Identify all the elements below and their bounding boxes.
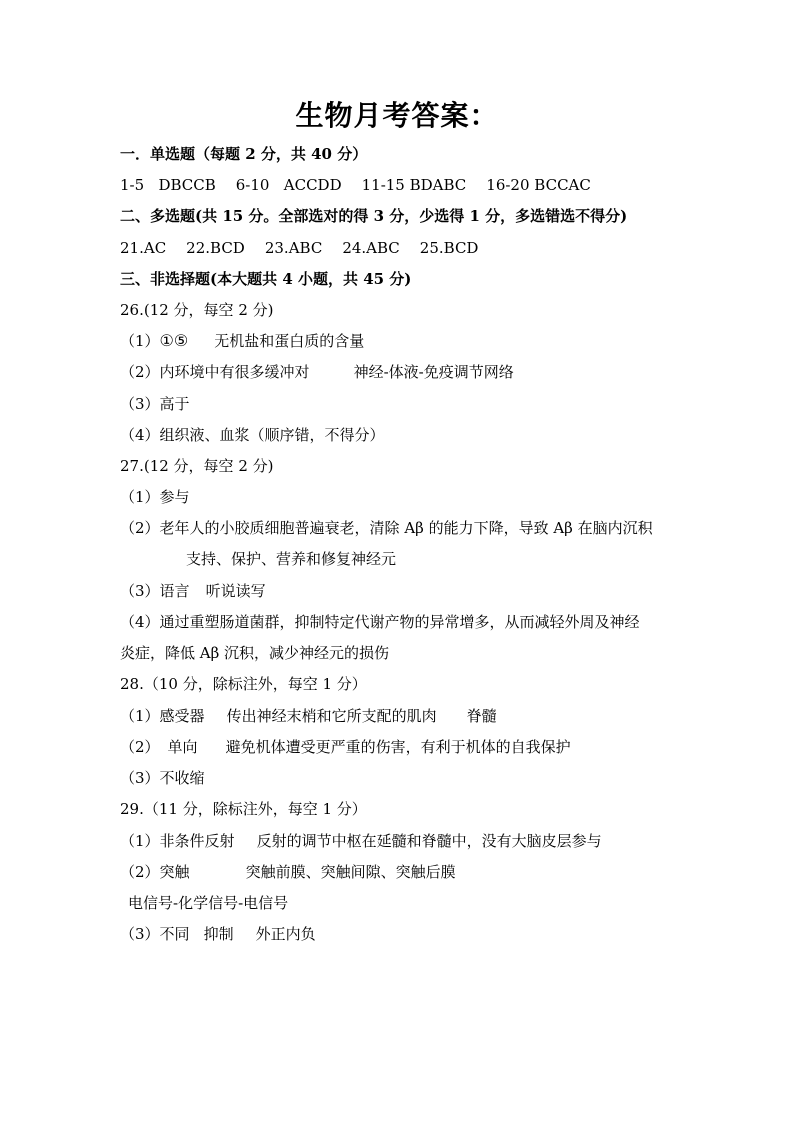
answer-number: （2）	[120, 863, 160, 881]
answer-text: 突触	[159, 863, 190, 881]
answer-text: 语言	[159, 582, 190, 600]
answer-group: 24.ABC	[342, 239, 400, 257]
answer-number: （3）	[120, 582, 160, 600]
answer-text: 非条件反射	[159, 832, 235, 850]
q29-answer-3	[120, 923, 316, 945]
q27-answer-2-line-2: 支持、保护、营养和修复神经元	[186, 550, 397, 568]
q27-answer-1: （1）参与	[120, 488, 190, 506]
answer-text: 感受器	[159, 707, 205, 725]
answer-text: 单向	[167, 738, 198, 756]
answer-text: 抑制	[203, 925, 234, 943]
answer-text: 外正内负	[255, 925, 316, 943]
q28-answer-3: （3）不收缩	[120, 769, 205, 787]
q29-answer-2-line-2: 电信号-化学信号-电信号	[128, 894, 289, 912]
q26-answer-3: （3）高于	[120, 395, 190, 413]
q29-header: 29.（11 分，除标注外，每空 1 分）	[120, 800, 367, 818]
answer-number: （3）	[120, 925, 160, 943]
answer-text: 反射的调节中枢在延髓和脊髓中，没有大脑皮层参与	[256, 832, 602, 850]
answer-text: 无机盐和蛋白质的含量	[214, 332, 365, 350]
answer-group: 11-15 BDABC	[361, 176, 467, 194]
answer-number: （1）	[120, 332, 160, 350]
answer-group: 22.BCD	[186, 239, 245, 257]
q27-answer-2-line-1: （2）老年人的小胶质细胞普遍衰老，清除 Aβ 的能力下降，导致 Aβ 在脑内沉积	[120, 519, 653, 537]
answer-text: ①⑤	[159, 331, 189, 350]
q27-header: 27.(12 分，每空 2 分)	[120, 457, 274, 475]
answer-text: 突触前膜、突触间隙、突触后膜	[245, 863, 456, 881]
answer-number: （2）	[120, 363, 160, 381]
q26-header: 26.(12 分，每空 2 分)	[120, 301, 274, 319]
section-2-answers	[120, 237, 478, 259]
section-1-heading: 一．单选题（每题 2 分，共 40 分）	[120, 145, 368, 163]
answer-number: （2）	[120, 738, 160, 756]
answer-text: 脊髓	[466, 707, 497, 725]
answer-text: 避免机体遭受更严重的伤害，有利于机体的自我保护	[225, 738, 571, 756]
page-title: 生物月考答案：	[295, 99, 499, 132]
q27-answer-3	[120, 580, 266, 602]
answer-group: 21.AC	[120, 239, 167, 257]
q28-answer-2	[120, 736, 571, 758]
q26-answer-2	[120, 361, 514, 383]
answer-text: 内环境中有很多缓冲对	[159, 363, 310, 381]
answer-text: 传出神经末梢和它所支配的肌肉	[226, 707, 437, 725]
q29-answer-2	[120, 861, 456, 883]
section-2-heading: 二、多选题(共 15 分。全部选对的得 3 分，少选得 1 分，多选错选不得分)	[120, 207, 628, 225]
q26-answer-4: （4）组织液、血浆（顺序错，不得分）	[120, 426, 385, 444]
section-1-answers	[120, 174, 591, 196]
answer-number: （1）	[120, 832, 160, 850]
answer-group: 1-5 DBCCB	[120, 176, 216, 194]
answer-text: 神经-体液-免疫调节网络	[353, 363, 514, 381]
answer-number: （1）	[120, 707, 160, 725]
q27-answer-4-line-2: 炎症，降低 Aβ 沉积，减少神经元的损伤	[120, 644, 390, 662]
answer-group: 16-20 BCCAC	[486, 176, 591, 194]
q27-answer-4-line-1: （4）通过重塑肠道菌群，抑制特定代谢产物的异常增多，从而减轻外周及神经	[120, 613, 640, 631]
answer-group: 25.BCD	[419, 239, 479, 257]
q28-header: 28.（10 分，除标注外，每空 1 分）	[120, 675, 367, 693]
answer-text: 听说读写	[205, 582, 266, 600]
answer-text: 不同	[159, 925, 190, 943]
q29-answer-1	[120, 830, 602, 852]
section-3-heading: 三、非选择题(本大题共 4 小题，共 45 分)	[120, 270, 412, 288]
q26-answer-1	[120, 330, 364, 352]
q28-answer-1	[120, 705, 497, 727]
answer-group: 23.ABC	[264, 239, 323, 257]
answer-group: 6-10 ACCDD	[235, 176, 342, 194]
